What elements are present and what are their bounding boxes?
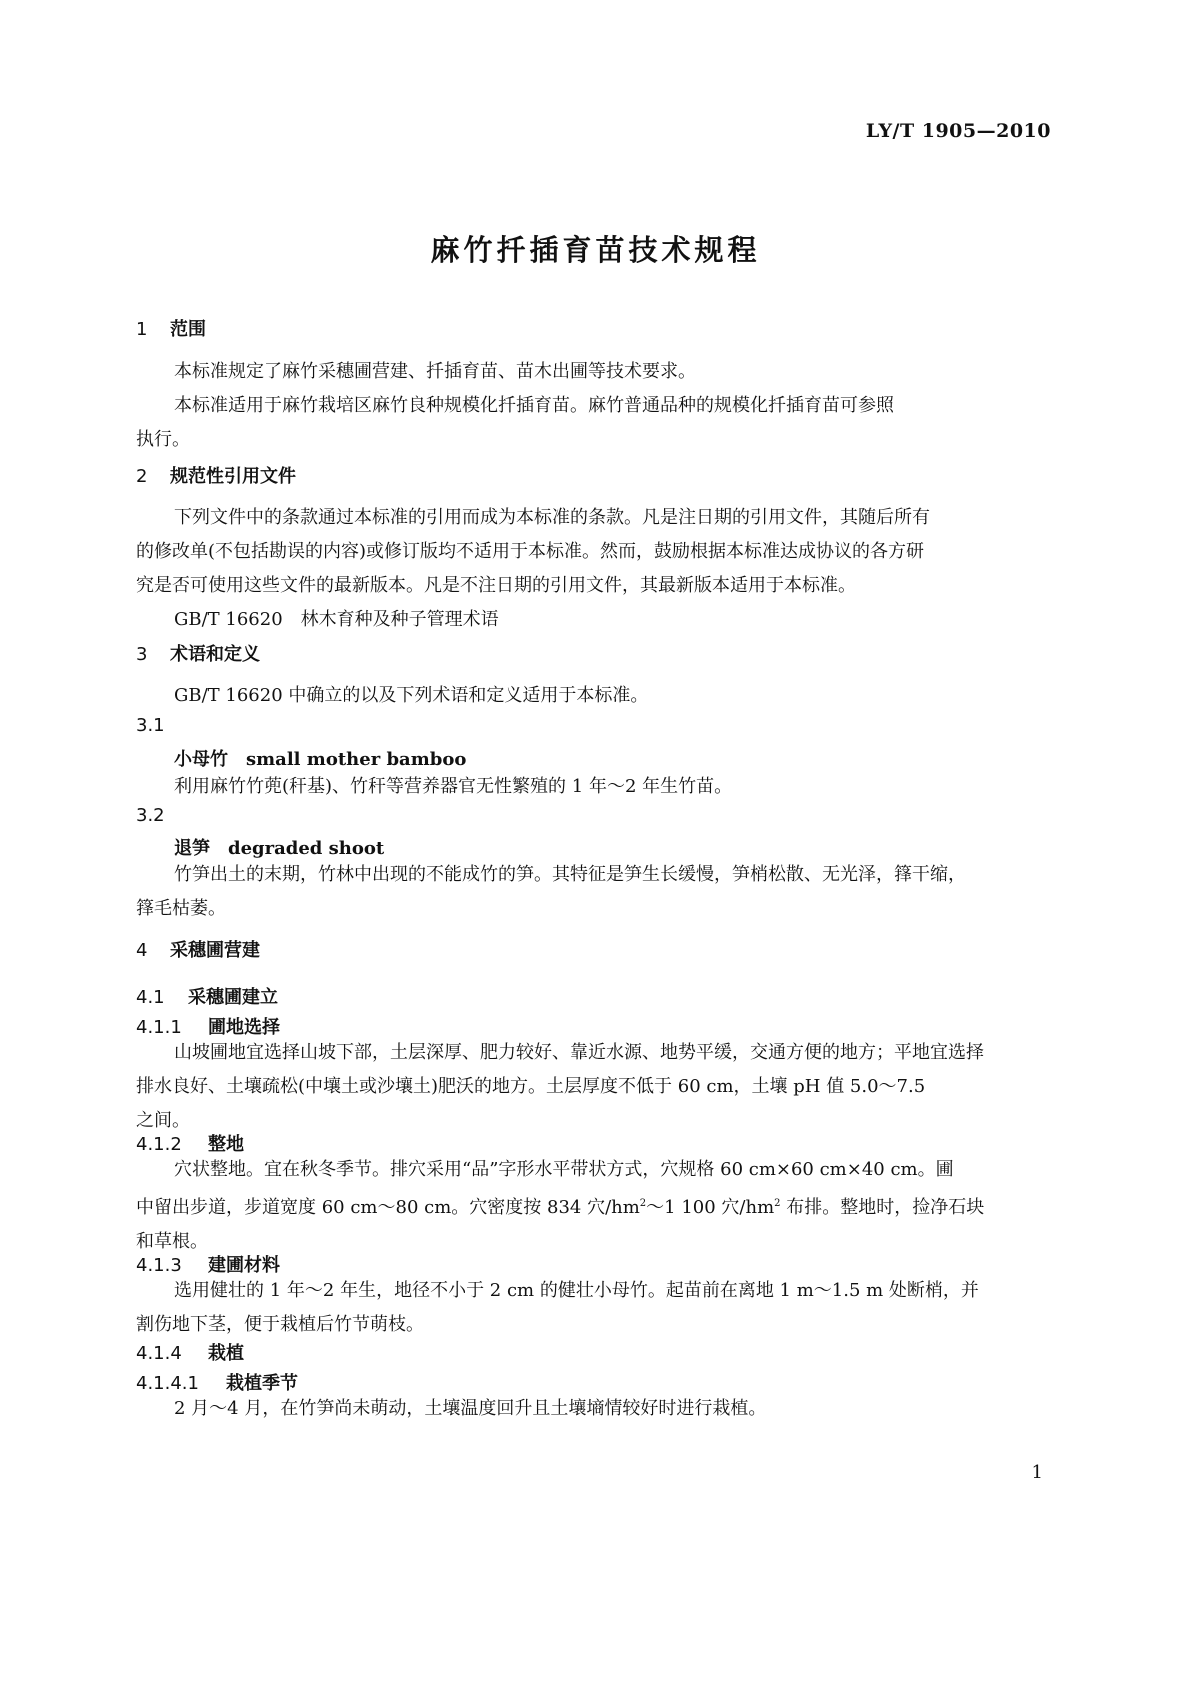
section-number: 4.1.3 [136,1255,182,1276]
section-title: 规范性引用文件 [170,466,296,487]
text-line: 和草根。 [136,1231,208,1252]
section-4-1-1-paragraph [136,1036,1056,1138]
section-3-heading [136,640,260,666]
section-title: 术语和定义 [170,644,260,665]
term-3-2-number: 3.2 [136,805,165,826]
term-chinese: 小母竹 [174,749,228,770]
section-2-heading [136,462,296,488]
term-english: degraded shoot [228,838,385,859]
section-number: 4.1 [136,987,165,1008]
term-3-2-definition [136,858,1056,926]
text-line: 之间。 [136,1110,190,1131]
section-2-paragraph [136,501,1056,637]
section-title: 采穗圃建立 [188,987,278,1008]
text-line: GB/T 16620 中确立的以及下列术语和定义适用于本标准。 [174,685,649,706]
term-english: small mother bamboo [246,749,467,770]
section-3-paragraph [136,679,1056,713]
section-4-1-4-1-paragraph [136,1392,1056,1426]
text-line: 山坡圃地宜选择山坡下部，土层深厚、肥力较好、靠近水源、地势平缓，交通方便的地方；平地宜选择 [174,1042,984,1063]
section-number: 4.1.1 [136,1017,182,1038]
term-3-2 [174,834,384,860]
section-number: 4.1.2 [136,1134,182,1155]
text-line: 穴状整地。宜在秋冬季节。排穴采用“品”字形水平带状方式，穴规格 60 cm×60 cm×40 cm。圃 [174,1159,954,1180]
text-line: 的修改单(不包括勘误的内容)或修订版均不适用于本标准。然而，鼓励根据本标准达成协议的各方研 [136,541,925,562]
section-title: 建圃材料 [208,1255,280,1276]
text-segment: 中留出步道，步道宽度 60 cm～80 cm。穴密度按 834 穴/hm [136,1197,640,1218]
section-title: 栽植季节 [226,1373,298,1394]
section-number: 4.1.4 [136,1343,182,1364]
section-title: 整地 [208,1134,244,1155]
section-title: 栽植 [208,1343,244,1364]
section-title: 采穗圃营建 [170,940,260,961]
section-title: 圃地选择 [208,1017,280,1038]
term-3-1 [174,745,466,771]
section-number: 2 [136,466,148,487]
text-line: 本标准适用于麻竹栽培区麻竹良种规模化扦插育苗。麻竹普通品种的规模化扦插育苗可参照 [174,395,894,416]
superscript: 2 [639,1198,647,1209]
text-line: 排水良好、土壤疏松(中壤土或沙壤土)肥沃的地方。土层厚度不低于 60 cm，土壤 pH 值 5.0～7.5 [136,1076,926,1097]
standard-code: LY/T 1905—2010 [865,120,1051,142]
section-4-1-4-heading [136,1339,244,1365]
section-number: 3 [136,644,148,665]
text-segment: ～1 100 穴/hm [646,1197,775,1218]
section-4-heading [136,936,260,962]
text-line: 究是否可使用这些文件的最新版本。凡是不注日期的引用文件，其最新版本适用于本标准。 [136,575,856,596]
superscript: 2 [774,1198,781,1209]
normative-reference: GB/T 16620 林木育种及种子管理术语 [174,609,499,630]
text-line: 本标准规定了麻竹采穗圃营建、扦插育苗、苗木出圃等技术要求。 [174,361,696,382]
section-4-1-2-paragraph [136,1153,1056,1259]
document-title: 麻竹扦插育苗技术规程 [430,233,761,267]
text-line: 2 月～4 月，在竹笋尚未萌动，土壤温度回升且土壤墒情较好时进行栽植。 [174,1398,767,1419]
text-line: 箨毛枯萎。 [136,898,226,919]
section-number: 1 [136,319,148,340]
text-line: 割伤地下茎，便于栽植后竹节萌枝。 [136,1314,424,1335]
term-3-1-number: 3.1 [136,715,165,736]
text-line [136,1187,1056,1225]
term-chinese: 退笋 [174,838,210,859]
page-number: 1 [1031,1462,1043,1483]
text-line: 下列文件中的条款通过本标准的引用而成为本标准的条款。凡是注日期的引用文件，其随后所有 [174,507,930,528]
section-number: 4 [136,940,148,961]
section-4-1-heading [136,983,278,1009]
section-4-1-3-paragraph [136,1274,1056,1342]
text-line: 执行。 [136,429,190,450]
text-segment: 布排。整地时，捡净石块 [780,1197,985,1218]
term-3-1-definition [136,770,1056,804]
section-1-paragraph-1 [136,355,1056,457]
section-number: 4.1.4.1 [136,1373,199,1394]
section-title: 范围 [170,319,206,340]
section-1-heading [136,315,206,341]
text-line: 选用健壮的 1 年～2 年生，地径不小于 2 cm 的健壮小母竹。起苗前在离地 1 m～1.5 m 处断梢，并 [174,1280,979,1301]
text-line: 竹笋出土的末期，竹林中出现的不能成竹的笋。其特征是笋生长缓慢，笋梢松散、无光泽，箨干缩， [174,864,966,885]
text-line: 利用麻竹竹蔸(秆基)、竹秆等营养器官无性繁殖的 1 年～2 年生竹苗。 [174,776,733,797]
